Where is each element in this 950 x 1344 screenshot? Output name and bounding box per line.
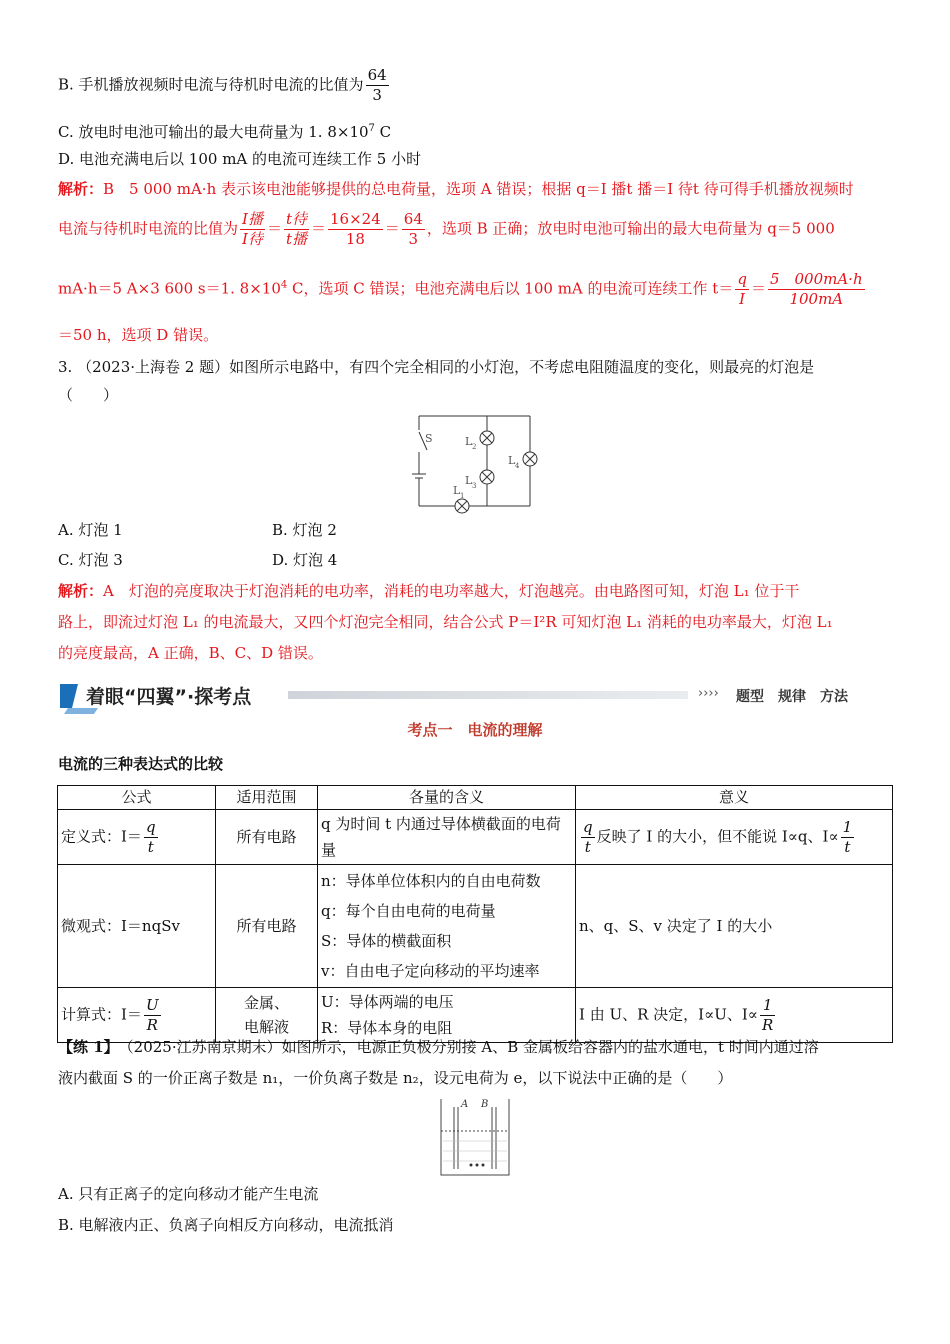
practice-option-b: B. 电解液内正、负离子向相反方向移动，电流抵消 bbox=[58, 1216, 394, 1234]
banner-arrows: ›››› bbox=[698, 686, 719, 701]
electrolysis-figure bbox=[437, 1097, 513, 1177]
svg-text:L: L bbox=[465, 435, 473, 448]
question-3-blank: （ ） bbox=[58, 386, 119, 404]
q3-option-b: B. 灯泡 2 bbox=[272, 521, 337, 539]
q3-option-a: A. 灯泡 1 bbox=[58, 521, 123, 539]
svg-text:3: 3 bbox=[472, 482, 477, 490]
svg-text:4: 4 bbox=[515, 462, 520, 470]
svg-text:1: 1 bbox=[460, 492, 465, 500]
table-row: 定义式：I＝ $\frac{q}{t}$ 所有电路 q 为时间 t 内通过导体横截面的电荷量 $\frac{q}{t}$ 反映了 I 的大小，但不能说 I∝q、I∝ $\frac{1}{t}$ bbox=[58, 810, 893, 865]
fraction-64-3: $\frac{64}{3}$ bbox=[367, 66, 387, 104]
option-c: C. 放电时电池可输出的最大电荷量为 1. $8\times 10^7$ C bbox=[58, 123, 392, 141]
table-title: 电流的三种表达式的比较 bbox=[58, 755, 224, 773]
practice-option-a: A. 只有正离子的定向移动才能产生电流 bbox=[58, 1185, 319, 1203]
banner-tags: 题型 规律 方法 bbox=[736, 689, 848, 705]
plate-b-label: B bbox=[481, 1099, 489, 1110]
table-row: 计算式：I＝ $\frac{U}{R}$ 金属、 电解液 U：导体两端的电压 R：导体本身的电阻 I 由 U、R 决定，I∝U、I∝ $\frac{1}{R}$ bbox=[58, 988, 893, 1043]
analysis-2-line-3: 的亮度最高，A 正确，B、C、D 错误。 bbox=[58, 644, 323, 662]
option-d: D. 电池充满电后以 100 mA 的电流可连续工作 5 小时 bbox=[58, 150, 422, 168]
practice-1-line-1: 【练 1】 （2025·江苏南京期末）如图所示，电源正负极分别接 A、B 金属板给容器内的盐水通电，t 时间内通过溶 bbox=[58, 1038, 819, 1056]
question-3-stem: 3. （2023·上海卷 2 题）如图所示电路中，有四个完全相同的小灯泡，不考虑电阻随温度的变化，则最亮的灯泡是 bbox=[58, 358, 815, 376]
section-banner bbox=[58, 678, 858, 716]
table-header-row: 公式 适用范围 各量的含义 意义 bbox=[58, 786, 893, 810]
analysis-1-line-4: ＝50 h，选项 D 错误。 bbox=[58, 326, 219, 344]
plate-a-label: A bbox=[461, 1099, 469, 1110]
option-b: B. 手机播放视频时电流与待机时电流的比值为 $\frac{64}{3}$ bbox=[58, 66, 387, 104]
svg-text:L: L bbox=[465, 474, 473, 487]
analysis-1-line-3: mA·h＝5 A×3 600 s＝1. $8\times 10^4$ C，选项 C 错误；电池充满电后以 100 mA 的电流可连续工作 t＝ $\frac{q}{I}$ ＝ $\frac{5 000mA\cdot h}{100mA}$ bbox=[58, 270, 863, 308]
section-title: 考点一 电流的理解 bbox=[407, 721, 543, 739]
svg-text:L: L bbox=[453, 484, 461, 497]
svg-text:L: L bbox=[508, 454, 516, 467]
analysis-1-line-1: 解析：B 5 000 mA·h 表示该电池能够提供的总电荷量，选项 A 错误；根据 q＝I 播t 播＝I 待t 待可得手机播放视频时 bbox=[58, 180, 854, 198]
svg-text:2: 2 bbox=[472, 443, 477, 451]
circuit-diagram bbox=[405, 412, 540, 514]
analysis-2-line-2: 路上，即流过灯泡 L₁ 的电流最大，又四个灯泡完全相同，结合公式 P＝I²R 可知灯泡 L₁ 消耗的电功率最大，灯泡 L₁ bbox=[58, 613, 833, 631]
practice-1-line-2: 液内截面 S 的一价正离子数是 n₁，一价负离子数是 n₂，设元电荷为 e，以下说法中正确的是（ ） bbox=[58, 1069, 733, 1087]
analysis-1-line-2: 电流与待机时电流的比值为 $\frac{\text{I播}}{\text{I待}}$ ＝ $\frac{\text{t待}}{\text{t播}}$ ＝ $\frac{16\times 24}{18}$ ＝ $\frac{64}{3}$ ，选项 B 正确；放电时电池可输出的最大电荷量为 q＝5 000 bbox=[58, 210, 835, 248]
formula-comparison-table bbox=[57, 785, 893, 1043]
switch-label: S bbox=[425, 432, 433, 445]
analysis-2-line-1: 解析：A 灯泡的亮度取决于灯泡消耗的电功率，消耗的电功率越大，灯泡越亮。由电路图可知，灯泡 L₁ 位于干 bbox=[58, 582, 800, 600]
q3-option-d: D. 灯泡 4 bbox=[272, 551, 338, 569]
banner-title: 着眼“四翼”·探考点 bbox=[86, 686, 252, 708]
table-row: 微观式：I＝nqSv 所有电路 n：导体单位体积内的自由电荷数 q：每个自由电荷的电荷量 S：导体的横截面积 v：自由电子定向移动的平均速率 n、q、S、v 决定了 I 的大小 bbox=[58, 865, 893, 988]
q3-option-c: C. 灯泡 3 bbox=[58, 551, 123, 569]
